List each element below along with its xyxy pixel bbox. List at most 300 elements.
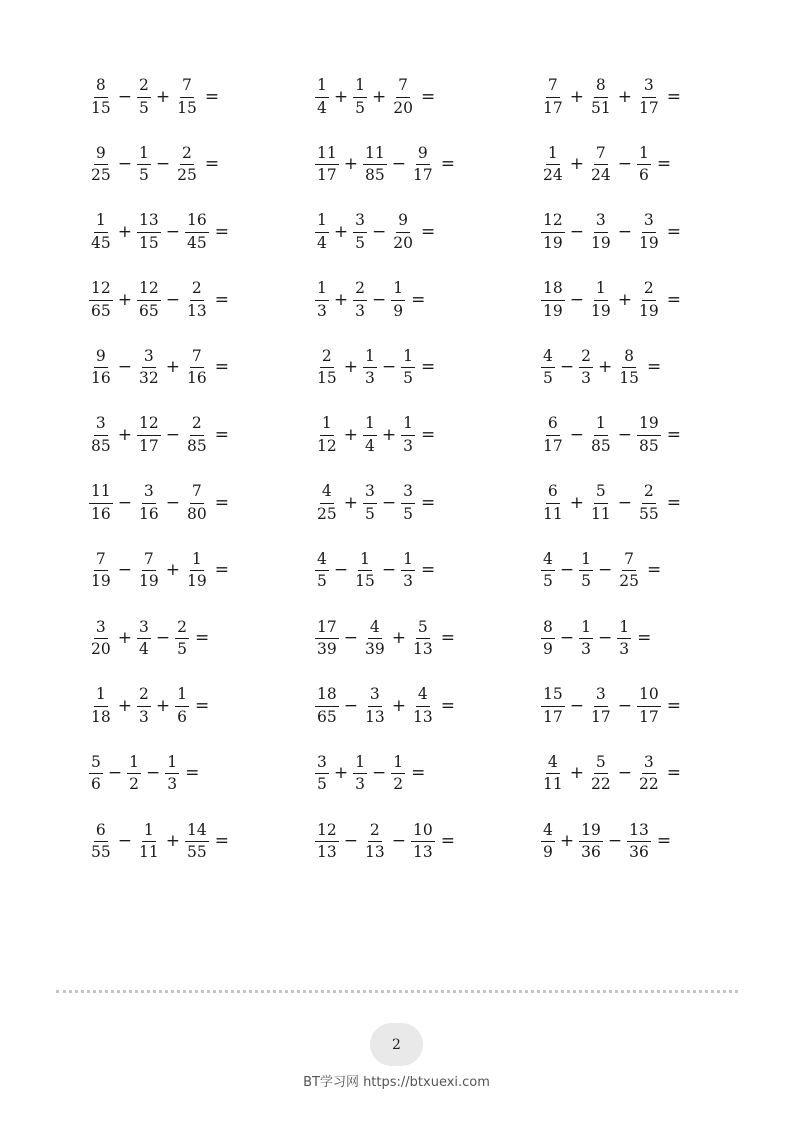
- denominator: 13: [412, 640, 433, 658]
- numerator: 9: [94, 349, 108, 369]
- fraction: [314, 820, 340, 862]
- numerator: 12: [541, 213, 565, 233]
- numerator: 1: [320, 416, 334, 436]
- fraction: [184, 213, 210, 251]
- numerator: 17: [315, 620, 339, 640]
- numerator: 1: [315, 281, 329, 301]
- denominator: 16: [186, 369, 207, 388]
- plus-operator: +: [117, 221, 132, 242]
- fraction: [540, 281, 566, 319]
- fraction: [588, 213, 614, 251]
- numerator: 1: [363, 349, 377, 369]
- plus-operator: +: [117, 628, 132, 648]
- numerator: 1: [401, 349, 415, 369]
- numerator: 1: [401, 416, 415, 436]
- fraction: [314, 281, 330, 319]
- denominator: 5: [355, 233, 365, 252]
- numerator: 1: [315, 213, 329, 233]
- minus-operator: −: [598, 628, 613, 648]
- equals-sign: =: [666, 86, 681, 107]
- denominator: 12: [317, 436, 337, 455]
- equals-sign: =: [420, 492, 436, 513]
- denominator: 3: [581, 369, 591, 388]
- plus-operator: +: [569, 86, 584, 107]
- fraction: [136, 281, 162, 319]
- math-problem: [88, 479, 314, 527]
- equals-sign: =: [194, 695, 210, 716]
- denominator: 17: [412, 166, 433, 185]
- numerator: 3: [642, 78, 656, 98]
- minus-operator: −: [117, 86, 132, 107]
- numerator: 9: [416, 146, 430, 166]
- numerator: 7: [142, 552, 156, 572]
- denominator: 20: [91, 640, 111, 658]
- fraction: [588, 281, 614, 319]
- denominator: 80: [186, 504, 207, 523]
- denominator: 24: [590, 166, 611, 185]
- plus-operator: +: [569, 492, 584, 513]
- numerator: 4: [541, 349, 555, 369]
- fraction: [314, 549, 330, 591]
- site-footer: BT学习网 https://btxuexi.com: [303, 1075, 490, 1090]
- math-problem: [314, 141, 540, 189]
- fraction: [588, 687, 614, 725]
- numerator: 18: [541, 281, 565, 301]
- minus-operator: −: [165, 221, 180, 242]
- minus-operator: −: [391, 154, 406, 175]
- denominator: 5: [543, 369, 553, 388]
- denominator: 5: [138, 166, 149, 185]
- equals-sign: =: [646, 560, 662, 581]
- math-problem: [88, 818, 314, 866]
- denominator: 5: [543, 572, 553, 591]
- plus-operator: +: [343, 424, 358, 445]
- equals-sign: =: [646, 357, 662, 378]
- numerator: 5: [594, 755, 608, 775]
- plus-operator: +: [391, 695, 406, 716]
- numerator: 1: [594, 281, 608, 301]
- denominator: 3: [403, 436, 413, 455]
- fraction: [588, 78, 614, 116]
- denominator: 55: [638, 504, 659, 523]
- fraction: [362, 617, 388, 658]
- fraction: [88, 617, 114, 658]
- numerator: 12: [315, 823, 339, 843]
- fraction: [540, 820, 556, 862]
- numerator: 2: [190, 281, 204, 301]
- minus-operator: −: [617, 492, 632, 513]
- denominator: 55: [91, 843, 111, 862]
- denominator: 15: [355, 572, 375, 591]
- denominator: 25: [91, 166, 111, 185]
- fraction: [636, 281, 662, 319]
- equals-sign: =: [656, 831, 672, 852]
- denominator: 15: [317, 369, 337, 388]
- minus-operator: −: [569, 289, 584, 310]
- numerator: 3: [137, 620, 151, 640]
- minus-operator: −: [155, 154, 171, 175]
- denominator: 13: [364, 707, 385, 726]
- denominator: 13: [412, 707, 433, 726]
- denominator: 51: [590, 98, 611, 117]
- denominator: 25: [177, 166, 197, 185]
- fraction: [362, 346, 378, 388]
- equals-sign: =: [666, 695, 681, 716]
- denominator: 11: [138, 843, 159, 862]
- fraction: [184, 484, 210, 522]
- denominator: 9: [393, 301, 404, 320]
- fraction: [400, 484, 416, 522]
- equals-sign: =: [666, 763, 681, 784]
- fraction: [578, 346, 594, 388]
- math-problem: [88, 208, 314, 256]
- denominator: 85: [91, 436, 111, 455]
- plus-operator: +: [372, 86, 387, 107]
- fraction: [636, 687, 662, 725]
- denominator: 3: [355, 301, 365, 320]
- fraction: [362, 820, 388, 862]
- numerator: 10: [637, 687, 661, 707]
- denominator: 4: [138, 640, 149, 658]
- denominator: 65: [317, 707, 337, 726]
- fraction: [540, 143, 566, 185]
- page-number: 2: [370, 1023, 423, 1066]
- minus-operator: −: [117, 831, 132, 852]
- denominator: 24: [543, 166, 563, 185]
- denominator: 19: [638, 233, 659, 252]
- denominator: 22: [590, 775, 611, 794]
- plus-operator: +: [617, 289, 632, 310]
- fraction: [636, 752, 662, 794]
- denominator: 65: [138, 301, 159, 320]
- fraction: [136, 549, 162, 591]
- fraction: [174, 78, 200, 116]
- math-problem: [88, 682, 314, 730]
- fraction: [88, 820, 114, 862]
- denominator: 39: [317, 640, 337, 658]
- fraction: [626, 820, 652, 862]
- numerator: 1: [142, 823, 156, 843]
- plus-operator: +: [117, 695, 132, 716]
- denominator: 13: [412, 843, 433, 862]
- plus-operator: +: [343, 357, 358, 378]
- numerator: 4: [320, 484, 334, 504]
- math-problem: [540, 615, 766, 663]
- fraction: [314, 752, 330, 794]
- fraction: [352, 213, 368, 251]
- fraction: [314, 143, 340, 185]
- numerator: 5: [89, 755, 103, 775]
- fraction: [540, 346, 556, 388]
- plus-operator: +: [343, 154, 358, 175]
- numerator: 7: [180, 78, 194, 98]
- numerator: 2: [180, 146, 194, 166]
- math-problem: [540, 682, 766, 730]
- math-problem: [314, 615, 540, 663]
- denominator: 45: [186, 233, 207, 252]
- fraction: [136, 617, 152, 658]
- denominator: 55: [186, 843, 207, 862]
- denominator: 11: [543, 775, 563, 794]
- numerator: 1: [579, 620, 593, 640]
- fraction: [352, 549, 378, 591]
- numerator: 12: [137, 281, 161, 301]
- numerator: 10: [411, 823, 435, 843]
- fraction: [88, 143, 114, 185]
- denominator: 85: [590, 436, 611, 455]
- fraction: [400, 549, 416, 591]
- denominator: 36: [629, 843, 649, 862]
- fraction: [88, 78, 114, 116]
- denominator: 19: [590, 233, 611, 252]
- denominator: 5: [403, 369, 413, 388]
- fraction: [588, 752, 614, 794]
- minus-operator: −: [617, 221, 632, 242]
- math-problem: [88, 750, 314, 798]
- fraction: [164, 752, 180, 794]
- minus-operator: −: [569, 695, 584, 716]
- math-problem: [314, 344, 540, 392]
- minus-operator: −: [343, 628, 358, 648]
- denominator: 18: [91, 707, 111, 726]
- numerator: 7: [546, 78, 560, 98]
- minus-operator: −: [559, 560, 575, 581]
- fraction: [390, 213, 416, 251]
- math-problem: [540, 411, 766, 459]
- math-problem: [88, 411, 314, 459]
- denominator: 5: [177, 640, 187, 658]
- denominator: 3: [403, 572, 413, 591]
- fraction: [314, 687, 340, 725]
- fraction: [184, 820, 210, 862]
- numerator: 9: [396, 213, 410, 233]
- fraction: [616, 346, 642, 388]
- denominator: 2: [129, 775, 139, 794]
- denominator: 9: [543, 640, 553, 658]
- fraction: [88, 484, 114, 522]
- minus-operator: −: [598, 560, 613, 581]
- numerator: 1: [175, 687, 189, 707]
- equals-sign: =: [440, 831, 455, 852]
- fraction: [184, 549, 210, 591]
- denominator: 6: [638, 166, 649, 185]
- denominator: 11: [543, 504, 563, 523]
- denominator: 11: [590, 504, 611, 523]
- fraction: [636, 484, 662, 522]
- equals-sign: =: [214, 560, 229, 581]
- math-problem: [314, 547, 540, 595]
- minus-operator: −: [343, 831, 358, 852]
- fraction: [588, 416, 614, 454]
- equals-sign: =: [214, 357, 229, 378]
- denominator: 4: [317, 98, 327, 117]
- numerator: 7: [190, 484, 204, 504]
- equals-sign: =: [214, 424, 229, 445]
- math-problem: [88, 615, 314, 663]
- fraction: [362, 484, 378, 522]
- fraction: [540, 752, 566, 794]
- equals-sign: =: [656, 154, 672, 175]
- plus-operator: +: [155, 695, 171, 716]
- numerator: 1: [190, 552, 204, 572]
- denominator: 5: [403, 504, 413, 523]
- fraction: [314, 346, 340, 388]
- denominator: 25: [317, 504, 337, 523]
- fraction: [540, 549, 556, 591]
- minus-operator: −: [391, 831, 406, 852]
- numerator: 3: [94, 620, 108, 640]
- fraction: [540, 617, 556, 658]
- math-problem: [88, 73, 314, 121]
- fraction: [136, 484, 162, 522]
- equals-sign: =: [204, 154, 220, 175]
- numerator: 11: [363, 146, 387, 166]
- numerator: 5: [594, 484, 608, 504]
- math-problem: [88, 141, 314, 189]
- denominator: 3: [355, 775, 365, 794]
- equals-sign: =: [214, 289, 229, 310]
- math-problem: [540, 818, 766, 866]
- numerator: 7: [94, 552, 108, 572]
- fraction: [540, 78, 566, 116]
- numerator: 1: [353, 78, 367, 98]
- fraction: [88, 549, 114, 591]
- equals-sign: =: [214, 831, 229, 852]
- fraction: [588, 484, 614, 522]
- plus-operator: +: [333, 763, 349, 784]
- minus-operator: −: [381, 357, 397, 378]
- denominator: 20: [393, 233, 413, 252]
- denominator: 16: [91, 369, 111, 388]
- minus-operator: −: [165, 492, 180, 513]
- fraction: [174, 617, 190, 658]
- math-problem: [314, 818, 540, 866]
- numerator: 1: [391, 281, 405, 301]
- math-problem: [314, 682, 540, 730]
- fraction: [362, 416, 378, 454]
- denominator: 19: [186, 572, 207, 591]
- fraction: [410, 617, 436, 658]
- plus-operator: +: [333, 221, 349, 242]
- math-problem: [540, 276, 766, 324]
- plus-operator: +: [569, 763, 584, 784]
- minus-operator: −: [165, 424, 180, 445]
- numerator: 11: [315, 146, 339, 166]
- equals-sign: =: [420, 86, 436, 107]
- numerator: 2: [137, 687, 151, 707]
- denominator: 16: [138, 504, 159, 523]
- fraction: [636, 213, 662, 251]
- equals-sign: =: [194, 628, 210, 648]
- math-problem: [88, 547, 314, 595]
- denominator: 17: [590, 707, 611, 726]
- denominator: 65: [91, 301, 111, 320]
- fraction: [578, 549, 594, 591]
- denominator: 5: [355, 98, 365, 117]
- denominator: 19: [543, 233, 563, 252]
- fraction: [314, 213, 330, 251]
- denominator: 15: [177, 98, 197, 117]
- fraction: [88, 346, 114, 388]
- minus-operator: −: [559, 357, 575, 378]
- minus-operator: −: [617, 763, 632, 784]
- fraction: [578, 820, 604, 862]
- fraction: [400, 416, 416, 454]
- denominator: 19: [543, 301, 563, 320]
- denominator: 4: [364, 436, 375, 455]
- fraction: [352, 78, 368, 116]
- denominator: 3: [581, 640, 591, 658]
- denominator: 3: [167, 775, 178, 794]
- numerator: 1: [594, 416, 608, 436]
- dotted-divider: [56, 990, 738, 993]
- numerator: 5: [416, 620, 430, 640]
- denominator: 6: [91, 775, 101, 794]
- plus-operator: +: [165, 357, 180, 378]
- equals-sign: =: [440, 695, 455, 716]
- fraction: [390, 752, 406, 794]
- denominator: 17: [138, 436, 159, 455]
- numerator: 9: [94, 146, 108, 166]
- numerator: 1: [127, 755, 141, 775]
- numerator: 7: [190, 349, 204, 369]
- numerator: 16: [185, 213, 209, 233]
- numerator: 3: [594, 213, 608, 233]
- numerator: 8: [541, 620, 555, 640]
- fraction: [136, 687, 152, 725]
- fraction: [362, 143, 388, 185]
- numerator: 12: [89, 281, 113, 301]
- denominator: 6: [177, 707, 187, 726]
- denominator: 13: [186, 301, 207, 320]
- numerator: 8: [594, 78, 608, 98]
- denominator: 2: [393, 775, 404, 794]
- fraction: [88, 213, 114, 251]
- fraction: [136, 346, 162, 388]
- denominator: 15: [619, 369, 639, 388]
- fraction: [136, 78, 152, 116]
- denominator: 5: [364, 504, 375, 523]
- fraction: [136, 416, 162, 454]
- fraction: [588, 143, 614, 185]
- numerator: 4: [541, 552, 555, 572]
- minus-operator: −: [569, 221, 584, 242]
- math-problem: [540, 208, 766, 256]
- denominator: 45: [91, 233, 111, 252]
- math-problem: [314, 208, 540, 256]
- fraction: [184, 346, 210, 388]
- plus-operator: +: [117, 289, 132, 310]
- numerator: 3: [353, 213, 367, 233]
- numerator: 7: [622, 552, 636, 572]
- plus-operator: +: [569, 154, 584, 175]
- denominator: 85: [638, 436, 659, 455]
- denominator: 9: [543, 843, 553, 862]
- fraction: [636, 416, 662, 454]
- numerator: 1: [94, 687, 108, 707]
- numerator: 2: [175, 620, 189, 640]
- minus-operator: −: [617, 424, 632, 445]
- fraction: [88, 281, 114, 319]
- fraction: [578, 617, 594, 658]
- numerator: 1: [94, 213, 108, 233]
- fraction: [174, 687, 190, 725]
- fraction: [88, 752, 104, 794]
- numerator: 13: [627, 823, 651, 843]
- fraction: [136, 143, 152, 185]
- fraction: [636, 78, 662, 116]
- minus-operator: −: [559, 628, 575, 648]
